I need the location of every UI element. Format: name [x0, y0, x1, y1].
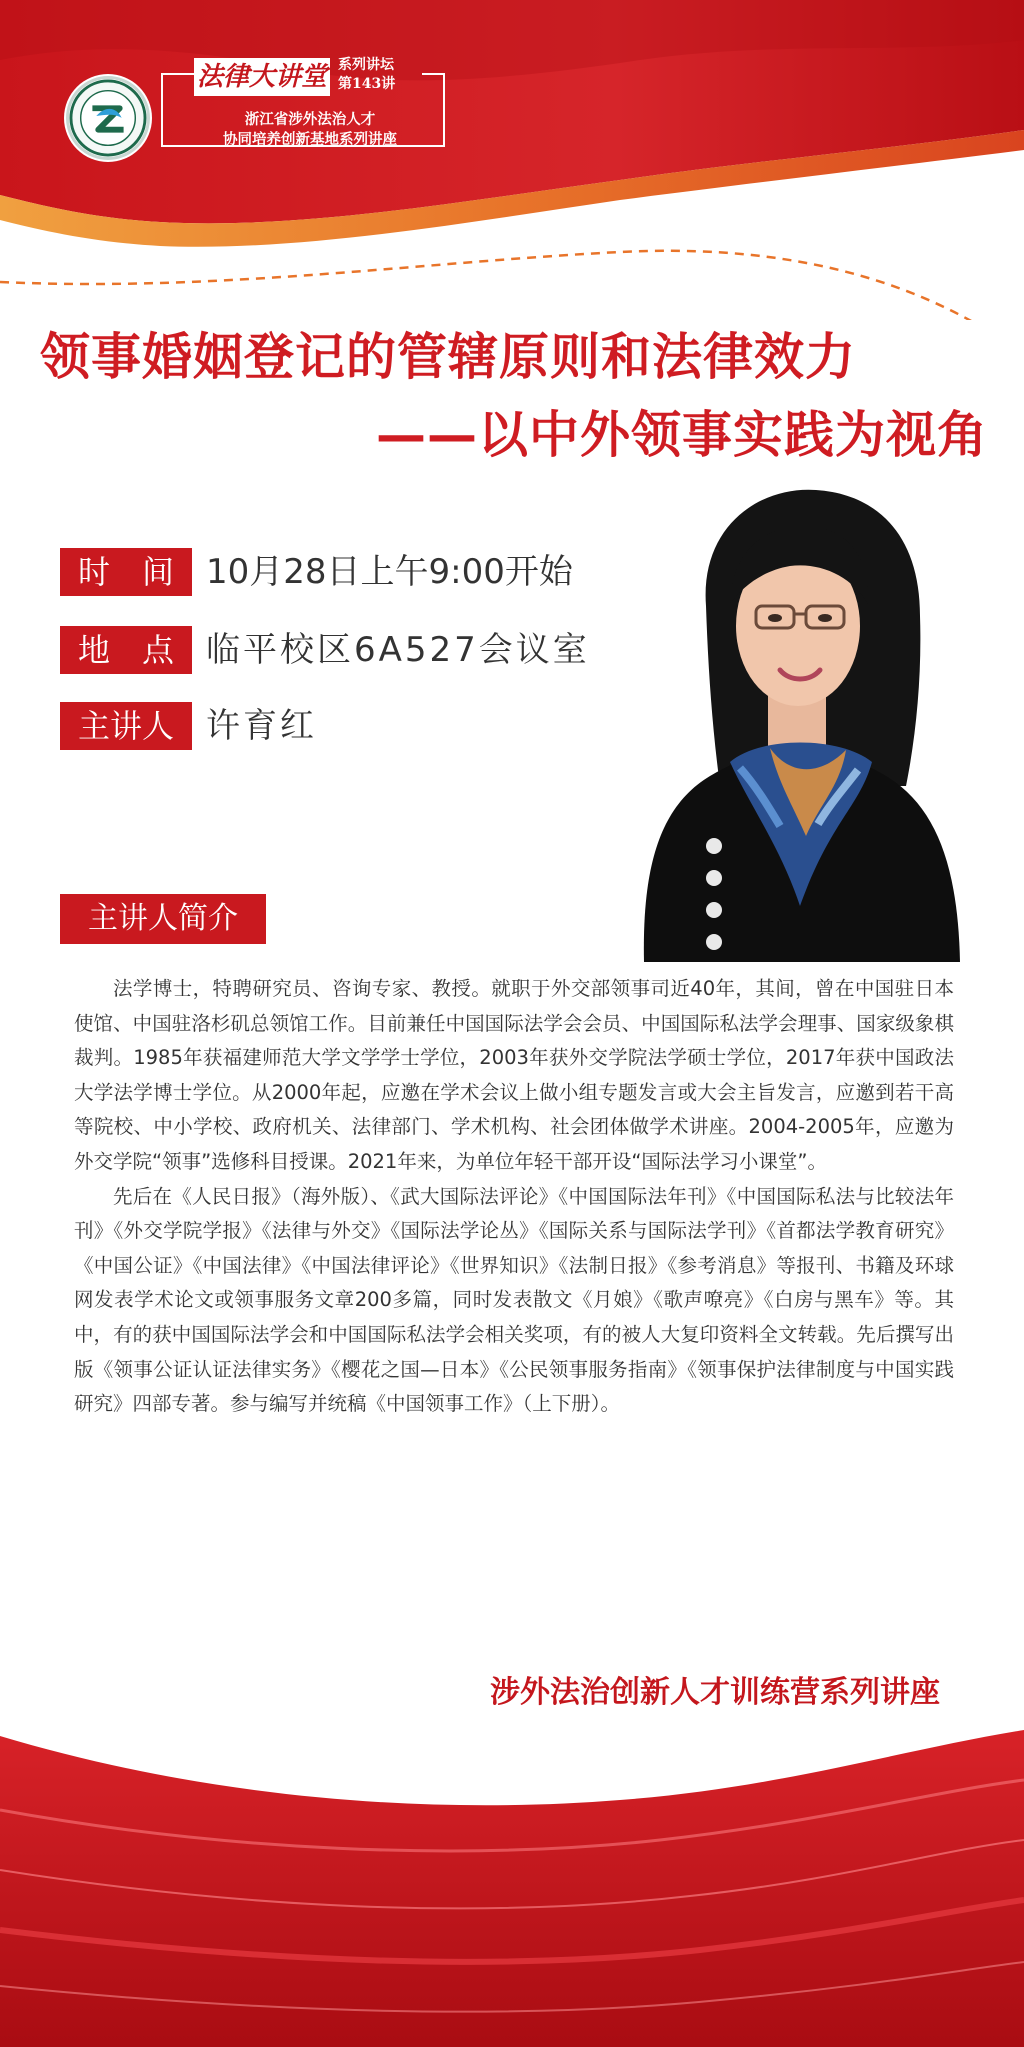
- series-title: 法律大讲堂: [194, 58, 330, 96]
- lecture-number: 第143讲: [338, 76, 396, 92]
- lecture-subtitle: ——以中外领事实践为视角: [376, 406, 988, 464]
- bio-paragraph: 法学博士，特聘研究员、咨询专家、教授。就职于外交部领事司近40年，其间，曾在中国驻日本使馆、中国驻洛杉矶总领馆工作。目前兼任中国国际法学会会员、中国国际私法学会理事、国家级象棋裁判。1985年获福建师范大学文学学士学位，2003年获外交学院法学硕士学位，2017年获中国政法大学法学博士学位。从2000年起，应邀在学术会议上做小组专题发言或大会主旨发言，应邀到若干高等院校、中小学校、政府机关、法律部门、学术机构、社会团体做学术讲座。2004-2005年，应邀为外交学院“领事”选修科目授课。2021年来，为单位年轻干部开设“国际法学习小课堂”。: [74, 977, 954, 1173]
- bio-paragraph: 先后在《人民日报》（海外版）、《武大国际法评论》《中国国际法年刊》《中国国际私法与比较法年刊》《外交学院学报》《法律与外交》《国际法学论丛》《国际关系与国际法学刊》《首都法学教育研究》《中国公证》《中国法律》《中国法律评论》《世界知识》《法制日报》《参考消息》等报刊、书籍及环球网发表学术论文或领事服务文章200多篇，同时发表散文《月娘》《歌声嘹亮》《白房与黑车》等。其中，有的获中国国际法学会和中国国际私法学会相关奖项，有的被人大复印资料全文转载。先后撰写出版《领事公证认证法律实务》《樱花之国—日本》《公民领事服务指南》《领事保护法律制度与中国实践研究》四部专著。参与编写并统稿《中国领事工作》（上下册）。: [74, 1184, 954, 1416]
- time-value: 10月28日上午9:00开始: [206, 552, 573, 592]
- organizer: [190, 110, 430, 150]
- speaker-value: 许育红: [206, 706, 317, 746]
- time-label: 时 间: [60, 548, 192, 596]
- speaker-label: 主讲人: [60, 702, 192, 750]
- bio-heading: 主讲人简介: [60, 894, 266, 944]
- footer-title: 涉外法治创新人才训练营系列讲座: [490, 1675, 940, 1710]
- place-label: 地 点: [60, 626, 192, 674]
- place-value: 临平校区6A527会议室: [206, 630, 590, 670]
- header-banner-background: [0, 0, 1024, 320]
- series-subtitle-line: 系列讲坛: [338, 57, 394, 73]
- speaker-photo: [620, 486, 972, 962]
- series-subtitle: [338, 56, 418, 94]
- university-logo: [66, 76, 150, 160]
- lecture-title: 领事婚姻登记的管辖原则和法律效力: [40, 328, 856, 386]
- bio-text: [74, 972, 954, 1422]
- footer-banner-background: [0, 1700, 1024, 2047]
- organizer-line-1: 浙江省涉外法治人才: [244, 111, 376, 128]
- organizer-line-2: 协同培养创新基地系列讲座: [223, 131, 397, 148]
